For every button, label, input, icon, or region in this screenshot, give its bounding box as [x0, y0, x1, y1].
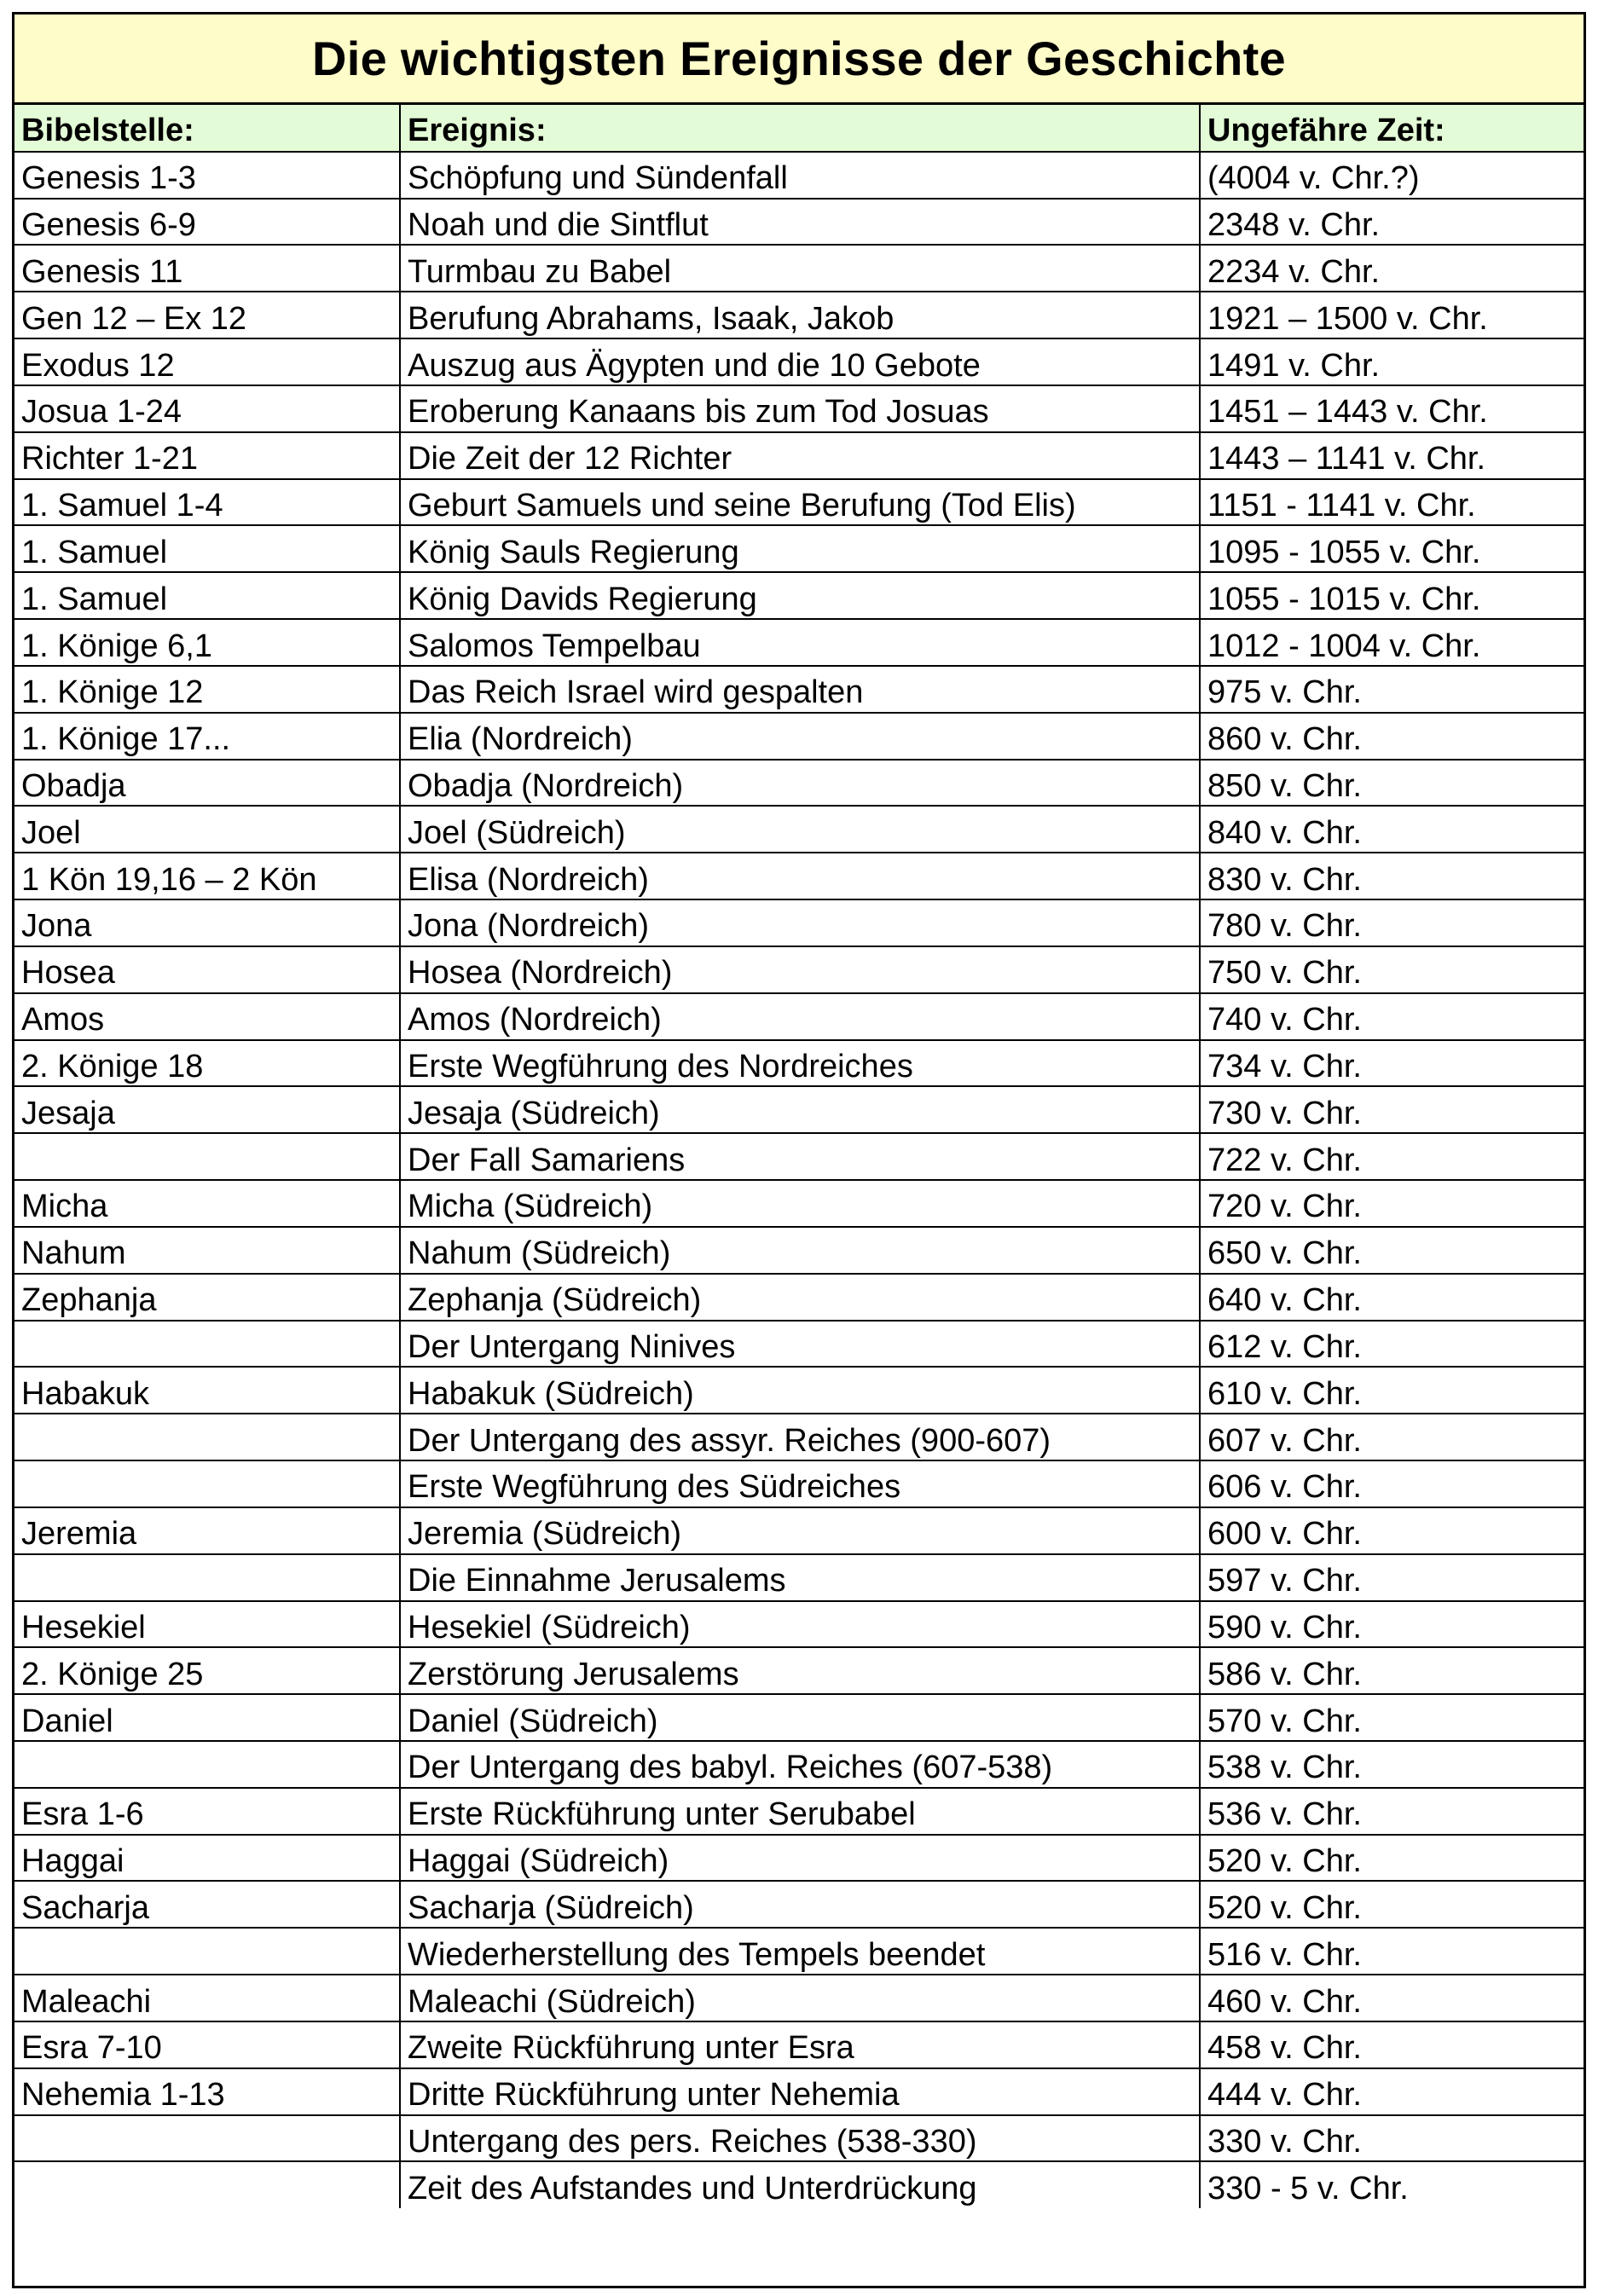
cell-ereignis: Salomos Tempelbau	[400, 619, 1200, 666]
cell-zeit: 330 - 5 v. Chr.	[1207, 2171, 1409, 2207]
cell-zeit: 722 v. Chr.	[1200, 1133, 1584, 1180]
cell-zeit: 1095 - 1055 v. Chr.	[1200, 525, 1584, 572]
table-row	[14, 1040, 1584, 1087]
cell-bibelstelle: Haggai	[14, 1835, 400, 1882]
cell-ereignis: Eroberung Kanaans bis zum Tod Josuas	[400, 385, 1200, 432]
cell-zeit: 650 v. Chr.	[1200, 1227, 1584, 1274]
table-row	[14, 1274, 1584, 1321]
cell-zeit: 740 v. Chr.	[1200, 993, 1584, 1040]
table-row	[14, 1367, 1584, 1414]
table-row	[14, 993, 1584, 1040]
cell-zeit: 2348 v. Chr.	[1200, 199, 1584, 246]
cell-bibelstelle: Genesis 6-9	[14, 199, 400, 246]
cell-bibelstelle: 2. Könige 18	[14, 1040, 400, 1087]
cell-bibelstelle: 1. Samuel	[14, 525, 400, 572]
page-title: Die wichtigsten Ereignisse der Geschichte	[311, 32, 1286, 85]
cell-zeit: 520 v. Chr.	[1200, 1835, 1584, 1882]
cell-ereignis: Erste Rückführung unter Serubabel	[400, 1788, 1200, 1835]
cell-ereignis: Hosea (Nordreich)	[400, 946, 1200, 993]
cell-zeit: 516 v. Chr.	[1200, 1928, 1584, 1975]
cell-ereignis: Der Untergang des assyr. Reiches (900-607)	[400, 1414, 1200, 1460]
cell-ereignis: Berufung Abrahams, Isaak, Jakob	[400, 292, 1200, 338]
cell-zeit: 610 v. Chr.	[1200, 1367, 1584, 1414]
cell-bibelstelle: 2. Könige 25	[14, 1647, 400, 1694]
cell-ereignis: König Sauls Regierung	[400, 525, 1200, 572]
table-row	[14, 899, 1584, 946]
cell-zeit: 606 v. Chr.	[1200, 1460, 1584, 1507]
cell-bibelstelle: Joel	[14, 806, 400, 853]
cell-ereignis: Zeit des Aufstandes und Unterdrückung	[400, 2161, 1200, 2208]
cell-bibelstelle: Maleachi	[14, 1975, 400, 2021]
cell-ereignis: Dritte Rückführung unter Nehemia	[400, 2068, 1200, 2115]
table-row	[14, 806, 1584, 853]
cell-zeit: 830 v. Chr.	[1200, 853, 1584, 899]
table-row	[14, 666, 1584, 713]
cell-ereignis: Noah und die Sintflut	[400, 199, 1200, 246]
table-row	[14, 1086, 1584, 1133]
cell-zeit: 590 v. Chr.	[1200, 1601, 1584, 1648]
cell-ereignis: Untergang des pers. Reiches (538-330)	[400, 2115, 1200, 2162]
table-row	[14, 1694, 1584, 1741]
cell-bibelstelle	[14, 1554, 400, 1601]
table-row	[14, 338, 1584, 385]
cell-bibelstelle: Richter 1-21	[14, 432, 400, 479]
cell-ereignis: Elisa (Nordreich)	[400, 853, 1200, 899]
cell-bibelstelle: 1. Könige 17...	[14, 713, 400, 760]
cell-ereignis: Obadja (Nordreich)	[400, 760, 1200, 807]
cell-zeit: 458 v. Chr.	[1200, 2021, 1584, 2068]
table-row	[14, 525, 1584, 572]
cell-bibelstelle: Genesis 1-3	[14, 152, 400, 199]
table-row	[14, 1928, 1584, 1975]
cell-zeit: 607 v. Chr.	[1200, 1414, 1584, 1460]
table-row	[14, 292, 1584, 338]
table-row	[14, 1227, 1584, 1274]
cell-zeit: 2234 v. Chr.	[1200, 245, 1584, 292]
table-row	[14, 1835, 1584, 1882]
cell-bibelstelle: Obadja	[14, 760, 400, 807]
table-row	[14, 479, 1584, 526]
cell-ereignis: Die Einnahme Jerusalems	[400, 1554, 1200, 1601]
history-table-sheet	[12, 12, 1586, 2288]
table-row	[14, 713, 1584, 760]
cell-zeit: 1443 – 1141 v. Chr.	[1200, 432, 1584, 479]
table-row	[14, 1414, 1584, 1460]
cell-ereignis: Der Untergang Ninives	[400, 1321, 1200, 1368]
cell-ereignis: Joel (Südreich)	[400, 806, 1200, 853]
cell-ereignis: Maleachi (Südreich)	[400, 1975, 1200, 2021]
table-row	[14, 1788, 1584, 1835]
cell-bibelstelle: 1. Könige 6,1	[14, 619, 400, 666]
events-table	[14, 105, 1584, 2208]
table-row	[14, 152, 1584, 199]
cell-bibelstelle: 1. Samuel 1-4	[14, 479, 400, 526]
cell-bibelstelle: Hosea	[14, 946, 400, 993]
cell-zeit: 1491 v. Chr.	[1200, 338, 1584, 385]
cell-zeit: 780 v. Chr.	[1200, 899, 1584, 946]
cell-bibelstelle: Hesekiel	[14, 1601, 400, 1648]
cell-bibelstelle: 1 Kön 19,16 – 2 Kön	[14, 853, 400, 899]
cell-bibelstelle: 1. Samuel	[14, 572, 400, 619]
cell-ereignis: Jona (Nordreich)	[400, 899, 1200, 946]
title-bar	[14, 14, 1584, 105]
cell-ereignis: Micha (Südreich)	[400, 1180, 1200, 1227]
table-row	[14, 1601, 1584, 1648]
table-row	[14, 760, 1584, 807]
table-row	[14, 2068, 1584, 2115]
cell-bibelstelle: Habakuk	[14, 1367, 400, 1414]
table-row	[14, 1460, 1584, 1507]
cell-ereignis: Jeremia (Südreich)	[400, 1507, 1200, 1554]
cell-ereignis: Zerstörung Jerusalems	[400, 1647, 1200, 1694]
cell-bibelstelle: Josua 1-24	[14, 385, 400, 432]
table-row	[14, 432, 1584, 479]
cell-ereignis: Schöpfung und Sündenfall	[400, 152, 1200, 199]
cell-zeit: 1451 – 1443 v. Chr.	[1200, 385, 1584, 432]
table-row	[14, 1507, 1584, 1554]
table-row	[14, 1647, 1584, 1694]
cell-bibelstelle: Esra 1-6	[14, 1788, 400, 1835]
cell-bibelstelle: Nahum	[14, 1227, 400, 1274]
cell-zeit: 444 v. Chr.	[1200, 2068, 1584, 2115]
cell-ereignis: Erste Wegführung des Nordreiches	[400, 1040, 1200, 1087]
cell-ereignis: Elia (Nordreich)	[400, 713, 1200, 760]
cell-bibelstelle: Zephanja	[14, 1274, 400, 1321]
cell-zeit: 750 v. Chr.	[1200, 946, 1584, 993]
cell-zeit: 734 v. Chr.	[1200, 1040, 1584, 1087]
cell-bibelstelle	[14, 2115, 400, 2162]
cell-zeit: 1921 – 1500 v. Chr.	[1200, 292, 1584, 338]
cell-bibelstelle: Gen 12 – Ex 12	[14, 292, 400, 338]
cell-zeit: 640 v. Chr.	[1200, 1274, 1584, 1321]
cell-ereignis: Zweite Rückführung unter Esra	[400, 2021, 1200, 2068]
table-row	[14, 572, 1584, 619]
cell-zeit: 1055 - 1015 v. Chr.	[1200, 572, 1584, 619]
table-row	[14, 1180, 1584, 1227]
table-row	[14, 1554, 1584, 1601]
cell-zeit: 1012 - 1004 v. Chr.	[1200, 619, 1584, 666]
cell-ereignis: Jesaja (Südreich)	[400, 1086, 1200, 1133]
cell-bibelstelle	[14, 1414, 400, 1460]
cell-zeit: 538 v. Chr.	[1200, 1741, 1584, 1788]
cell-bibelstelle: Micha	[14, 1180, 400, 1227]
cell-bibelstelle	[14, 2161, 400, 2208]
cell-bibelstelle: Esra 7-10	[14, 2021, 400, 2068]
table-row	[14, 245, 1584, 292]
cell-bibelstelle	[14, 1741, 400, 1788]
cell-ereignis: Habakuk (Südreich)	[400, 1367, 1200, 1414]
table-body	[14, 152, 1584, 2208]
table-row	[14, 853, 1584, 899]
cell-zeit: 597 v. Chr.	[1200, 1554, 1584, 1601]
cell-zeit: 460 v. Chr.	[1200, 1975, 1584, 2021]
cell-bibelstelle	[14, 1133, 400, 1180]
cell-bibelstelle: Exodus 12	[14, 338, 400, 385]
cell-ereignis: Amos (Nordreich)	[400, 993, 1200, 1040]
table-row	[14, 1741, 1584, 1788]
cell-ereignis: Sacharja (Südreich)	[400, 1881, 1200, 1928]
cell-ereignis: Turmbau zu Babel	[400, 245, 1200, 292]
cell-zeit: 330 v. Chr.	[1200, 2115, 1584, 2162]
cell-bibelstelle: Sacharja	[14, 1881, 400, 1928]
table-row	[14, 619, 1584, 666]
table-row	[14, 385, 1584, 432]
cell-zeit: 860 v. Chr.	[1200, 713, 1584, 760]
cell-ereignis: Daniel (Südreich)	[400, 1694, 1200, 1741]
table-row	[14, 2021, 1584, 2068]
cell-ereignis: Geburt Samuels und seine Berufung (Tod Elis)	[400, 479, 1200, 526]
header-row	[14, 105, 1584, 152]
table-row	[14, 1975, 1584, 2021]
cell-ereignis: Der Untergang des babyl. Reiches (607-538)	[400, 1741, 1200, 1788]
cell-zeit: 720 v. Chr.	[1200, 1180, 1584, 1227]
cell-zeit: 536 v. Chr.	[1200, 1788, 1584, 1835]
table-row	[14, 2161, 1584, 2208]
cell-bibelstelle: Jona	[14, 899, 400, 946]
cell-ereignis: Zephanja (Südreich)	[400, 1274, 1200, 1321]
cell-ereignis: Nahum (Südreich)	[400, 1227, 1200, 1274]
cell-zeit: (4004 v. Chr.?)	[1200, 152, 1584, 199]
cell-ereignis: Erste Wegführung des Südreiches	[400, 1460, 1200, 1507]
cell-zeit: 612 v. Chr.	[1200, 1321, 1584, 1368]
cell-bibelstelle: Amos	[14, 993, 400, 1040]
cell-zeit: 570 v. Chr.	[1200, 1694, 1584, 1741]
cell-zeit: 1151 - 1141 v. Chr.	[1200, 479, 1584, 526]
column-header-bibelstelle: Bibelstelle:	[14, 105, 400, 152]
cell-ereignis: Haggai (Südreich)	[400, 1835, 1200, 1882]
cell-ereignis: König Davids Regierung	[400, 572, 1200, 619]
column-header-ereignis: Ereignis:	[400, 105, 1200, 152]
cell-bibelstelle	[14, 1460, 400, 1507]
column-header-zeit: Ungefähre Zeit:	[1200, 105, 1584, 152]
cell-zeit: 975 v. Chr.	[1200, 666, 1584, 713]
cell-zeit: 850 v. Chr.	[1200, 760, 1584, 807]
table-row	[14, 1881, 1584, 1928]
cell-zeit: 730 v. Chr.	[1200, 1086, 1584, 1133]
cell-ereignis: Der Fall Samariens	[400, 1133, 1200, 1180]
cell-ereignis: Auszug aus Ägypten und die 10 Gebote	[400, 338, 1200, 385]
cell-ereignis: Wiederherstellung des Tempels beendet	[400, 1928, 1200, 1975]
cell-zeit: 840 v. Chr.	[1200, 806, 1584, 853]
cell-bibelstelle: Genesis 11	[14, 245, 400, 292]
cell-zeit: 520 v. Chr.	[1200, 1881, 1584, 1928]
cell-zeit: 586 v. Chr.	[1200, 1647, 1584, 1694]
table-row	[14, 2115, 1584, 2162]
cell-bibelstelle: Jeremia	[14, 1507, 400, 1554]
cell-bibelstelle: Jesaja	[14, 1086, 400, 1133]
cell-ereignis: Die Zeit der 12 Richter	[400, 432, 1200, 479]
cell-bibelstelle: 1. Könige 12	[14, 666, 400, 713]
table-row	[14, 1321, 1584, 1368]
table-row	[14, 1133, 1584, 1180]
cell-bibelstelle	[14, 1928, 400, 1975]
cell-ereignis: Hesekiel (Südreich)	[400, 1601, 1200, 1648]
cell-bibelstelle: Nehemia 1-13	[14, 2068, 400, 2115]
cell-bibelstelle: Daniel	[14, 1694, 400, 1741]
cell-zeit: 600 v. Chr.	[1200, 1507, 1584, 1554]
table-row	[14, 199, 1584, 246]
cell-bibelstelle	[14, 1321, 400, 1368]
table-row	[14, 946, 1584, 993]
cell-ereignis: Das Reich Israel wird gespalten	[400, 666, 1200, 713]
